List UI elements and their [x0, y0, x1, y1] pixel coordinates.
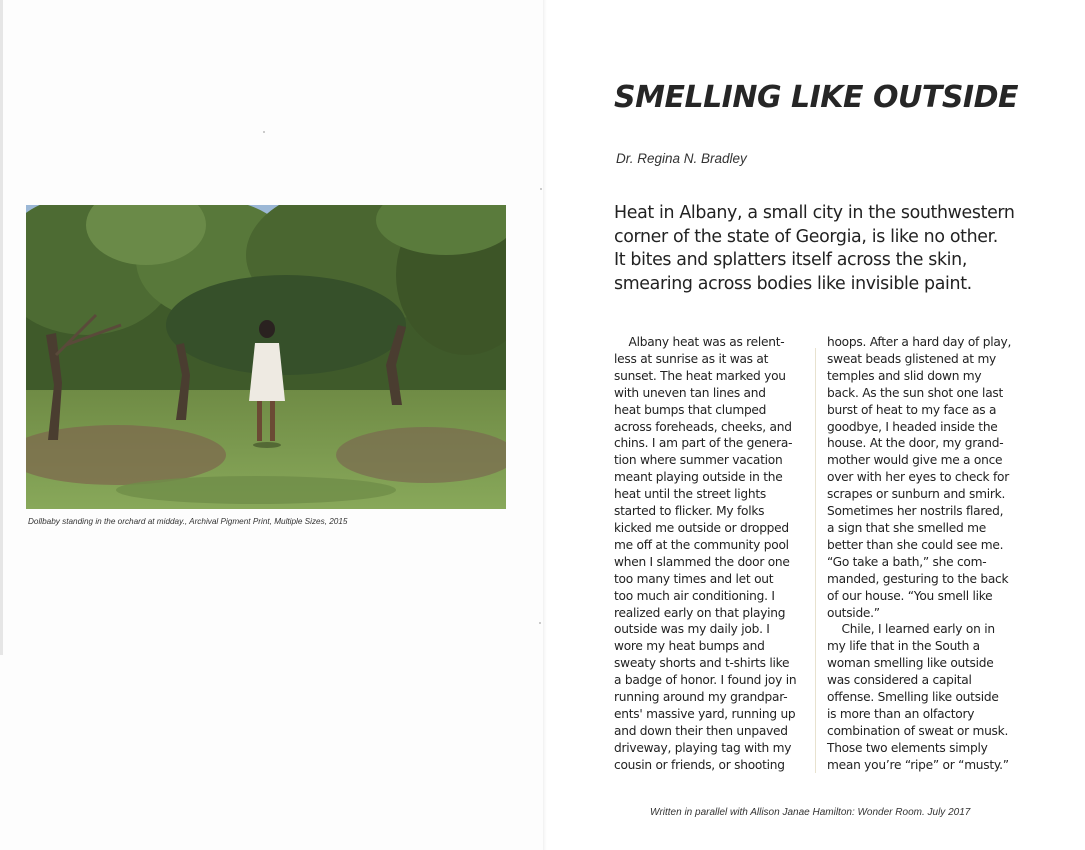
- body-line: a badge of honor. I found joy in: [614, 673, 797, 688]
- body-line: temples and slid down my: [827, 368, 982, 383]
- body-line: less at sunrise as it was at: [614, 351, 769, 366]
- page-edge: [0, 0, 3, 655]
- orchard-photo: [26, 205, 506, 509]
- photo-caption: Dollbaby standing in the orchard at midday., Archival Pigment Print, Multiple Sizes, 2015: [28, 517, 348, 526]
- body-line: realized early on that playing: [614, 605, 786, 620]
- body-line: goodbye, I headed inside the: [827, 419, 998, 434]
- body-line: woman smelling like outside: [827, 656, 994, 671]
- body-column-2: [827, 334, 1027, 774]
- body-line: wore my heat bumps and: [614, 639, 765, 654]
- body-line: burst of heat to my face as a: [827, 402, 997, 417]
- body-line: too much air conditioning. I: [614, 588, 775, 603]
- body-line: back. As the sun shot one last: [827, 385, 1004, 400]
- body-line: mean you’re “ripe” or “musty.”: [827, 757, 1009, 772]
- body-line: outside was my daily job. I: [614, 622, 770, 637]
- body-line: with uneven tan lines and: [614, 385, 766, 400]
- article-lede: [614, 202, 1034, 296]
- body-line: too many times and let out: [614, 571, 774, 586]
- body-line: Sometimes her nostrils flared,: [827, 504, 1004, 519]
- body-line: across foreheads, cheeks, and: [614, 419, 792, 434]
- body-line: kicked me outside or dropped: [614, 520, 789, 535]
- body-line: scrapes or sunburn and smirk.: [827, 487, 1006, 502]
- body-line: driveway, playing tag with my: [614, 740, 792, 755]
- body-line: house. At the door, my grand-: [827, 436, 1004, 451]
- body-line: a sign that she smelled me: [827, 520, 986, 535]
- body-line: started to flicker. My folks: [614, 504, 765, 519]
- article-title: SMELLING LIKE OUTSIDE: [614, 80, 1018, 115]
- body-line: outside.”: [827, 605, 880, 620]
- body-line: Those two elements simply: [827, 740, 988, 755]
- lede-line: It bites and splatters itself across the skin,: [614, 250, 968, 270]
- body-line: chins. I am part of the genera-: [614, 436, 793, 451]
- body-line: of our house. “You smell like: [827, 588, 993, 603]
- body-line: and down their then unpaved: [614, 723, 788, 738]
- body-line: running around my grandpar-: [614, 690, 788, 705]
- lede-line: smearing across bodies like invisible paint.: [614, 273, 972, 294]
- body-line: ents' massive yard, running up: [614, 706, 796, 721]
- body-line: heat bumps that clumped: [614, 402, 767, 417]
- lede-line: Heat in Albany, a small city in the southwestern: [614, 203, 1015, 223]
- article-author: Dr. Regina N. Bradley: [616, 151, 747, 166]
- body-line: meant playing outside in the: [614, 470, 783, 485]
- body-line: sweaty shorts and t-shirts like: [614, 656, 790, 671]
- body-line: sunset. The heat marked you: [614, 368, 786, 383]
- paper-speck: [539, 622, 541, 624]
- body-line: heat until the street lights: [614, 487, 766, 502]
- body-line: me off at the community pool: [614, 537, 789, 552]
- body-line: better than she could see me.: [827, 537, 1004, 552]
- body-line: offense. Smelling like outside: [827, 690, 999, 705]
- page-gutter: [543, 0, 547, 850]
- body-line: is more than an olfactory: [827, 706, 975, 721]
- paper-speck: [540, 188, 542, 190]
- body-line: my life that in the South a: [827, 639, 980, 654]
- body-line: manded, gesturing to the back: [827, 571, 1009, 586]
- body-line: “Go take a bath,” she com-: [827, 554, 987, 569]
- lede-line: corner of the state of Georgia, is like no other.: [614, 226, 998, 247]
- body-line: tion where summer vacation: [614, 453, 783, 468]
- body-line: hoops. After a hard day of play,: [827, 335, 1012, 349]
- body-line: over with her eyes to check for: [827, 470, 1009, 485]
- body-line: was considered a capital: [827, 673, 972, 688]
- body-line: cousin or friends, or shooting: [614, 757, 785, 772]
- body-line: mother would give me a once: [827, 453, 1003, 468]
- body-column-1: [614, 334, 814, 774]
- body-line: sweat beads glistened at my: [827, 351, 997, 366]
- footer-note: Written in parallel with Allison Janae Hamilton: Wonder Room. July 2017: [650, 807, 971, 818]
- paper-speck: [263, 131, 265, 133]
- body-line: combination of sweat or musk.: [827, 723, 1009, 738]
- body-line: Albany heat was as relent-: [614, 335, 785, 349]
- body-line: Chile, I learned early on in: [827, 622, 995, 637]
- body-line: when I slammed the door one: [614, 554, 790, 569]
- column-divider: [815, 348, 816, 773]
